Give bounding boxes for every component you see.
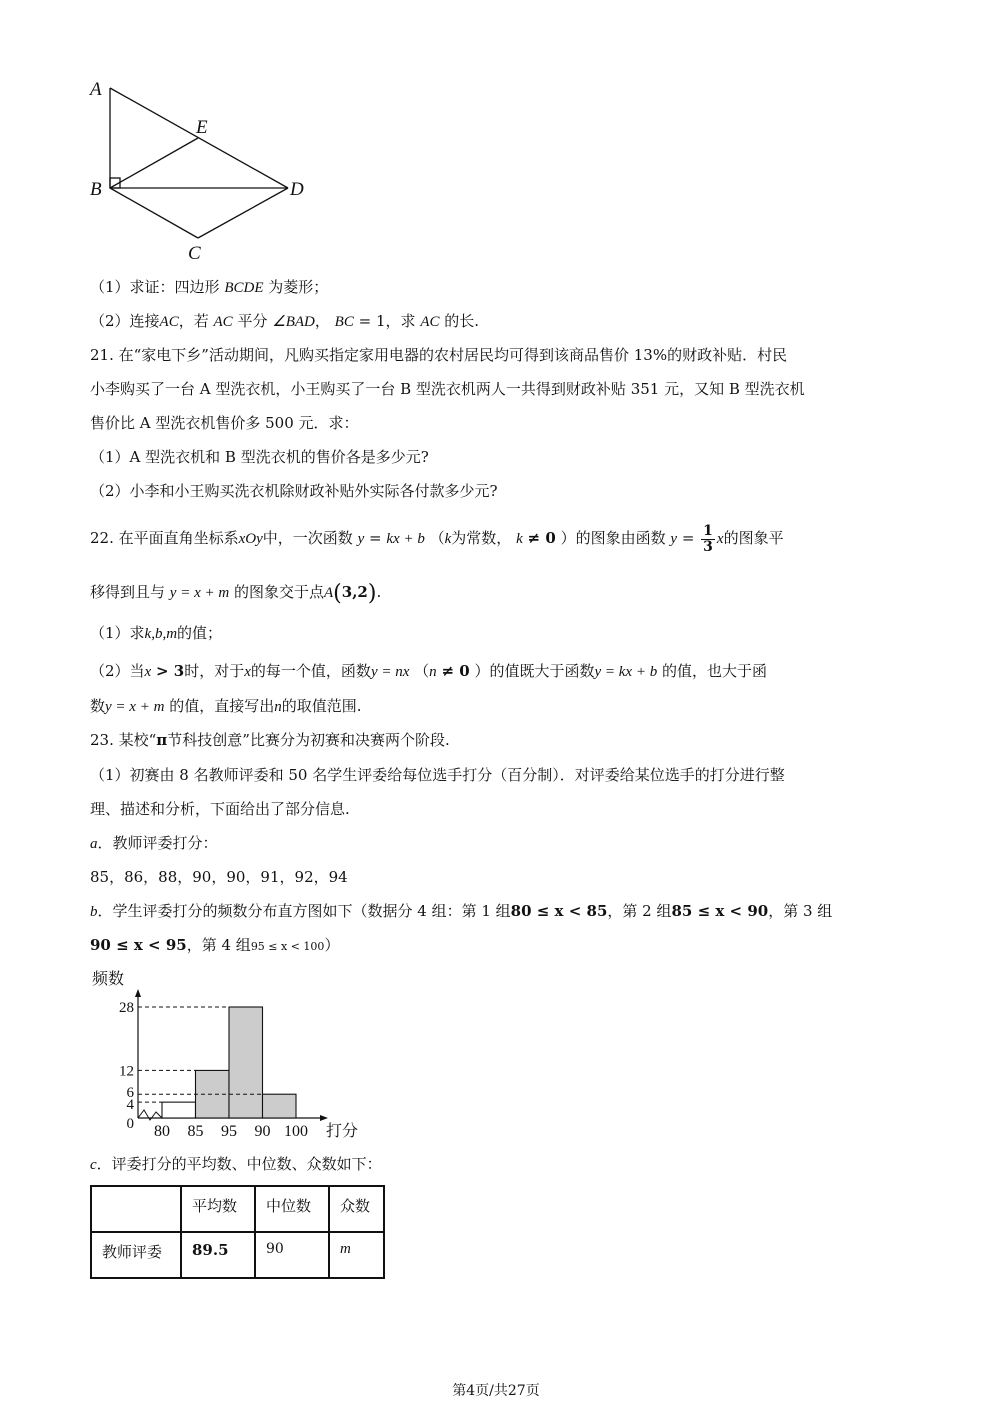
q23-item-c: c．评委打分的平均数、中位数、众数如下： <box>90 1155 382 1173</box>
q21-line2: 小李购买了一台 A 型洗衣机，小王购买了一台 B 型洗衣机两人一共得到财政补贴 351 元，又知 B 型洗衣机 <box>90 380 805 398</box>
q23-item-b-cont: 90 ≤ x < 95，第 4 组95 ≤ x < 100） <box>90 936 340 954</box>
label-c: C <box>188 243 201 264</box>
table-header-cell <box>91 1186 181 1232</box>
geometry-figure <box>80 75 410 265</box>
q23-line1: 23. 某校“π节科技创意”比赛分为初赛和决赛两个阶段. <box>90 731 450 749</box>
q23-line2: （1）初赛由 8 名教师评委和 50 名学生评委给每位选手打分（百分制）．对评委给某位选手的打分进行整 <box>90 766 785 784</box>
histogram-bar <box>229 1007 263 1118</box>
table-cell-label: 教师评委 <box>91 1232 181 1278</box>
label-e: E <box>196 117 208 138</box>
label-a: A <box>90 79 102 100</box>
segment-be <box>110 138 198 188</box>
q21-line3: 售价比 A 型洗衣机售价多 500 元．求： <box>90 414 359 432</box>
q22-line2: 移得到且与 y = x + m 的图象交于点A(3,2). <box>90 581 382 606</box>
q21-part1: （1）A 型洗衣机和 B 型洗衣机的售价各是多少元? <box>90 448 429 466</box>
q23-item-a: a．教师评委打分： <box>90 834 218 852</box>
fraction-one-third: $\frac{1}{3}$ <box>703 522 713 555</box>
histogram-bar <box>162 1102 196 1118</box>
table-header-cell: 平均数 <box>181 1186 255 1232</box>
q23-item-b: b．学生评委打分的频数分布直方图如下（数据分 4 组：第 1 组80 ≤ x < 85，第 2 组85 ≤ x < 90，第 3 组 <box>90 902 833 920</box>
y-tick-label: 12 <box>119 1063 134 1080</box>
histogram-bar <box>263 1094 297 1118</box>
segment-bc <box>110 188 198 238</box>
frequency-histogram <box>90 962 380 1142</box>
q20-part2: （2）连接AC，若 AC 平分 ∠BAD， BC = 1，求 AC 的长. <box>90 312 480 330</box>
x-tick-label: 100 <box>284 1123 308 1140</box>
q23-line3: 理、描述和分析，下面给出了部分信息. <box>90 800 350 818</box>
y-axis-label: 频数 <box>92 971 125 988</box>
q21-line1: 21. 在“家电下乡”活动期间，凡购买指定家用电器的农村居民均可得到该商品售价 13%的财政补贴．村民 <box>90 346 788 364</box>
x-tick-label: 85 <box>187 1123 204 1140</box>
q22-part3: 数y = x + m 的值，直接写出n的取值范围. <box>90 697 362 715</box>
table-cell-mode: m <box>329 1232 384 1278</box>
label-d: D <box>290 179 304 200</box>
x-tick-label: 80 <box>154 1123 170 1140</box>
table-row <box>91 1232 384 1278</box>
y-tick-label: 6 <box>126 1085 134 1102</box>
q22-line1: 22. 在平面直角坐标系xOy中，一次函数 y = kx + b （k为常数， k ≠ 0 ）的图象由函数 y = $\frac{1}{3}$ x的图象平 <box>90 522 784 555</box>
y-tick-label: 0 <box>126 1116 134 1132</box>
table-header-row <box>91 1186 384 1232</box>
stats-table <box>90 1185 385 1279</box>
q23-teacher-scores: 85，86，88，90，90，91，92，94 <box>90 868 348 886</box>
y-tick-label: 28 <box>119 1000 134 1016</box>
table-header-cell: 中位数 <box>255 1186 329 1232</box>
q21-part2: （2）小李和小王购买洗衣机除财政补贴外实际各付款多少元? <box>90 482 498 500</box>
label-b: B <box>90 179 102 200</box>
table-cell-median: 90 <box>255 1232 329 1278</box>
q22-part2: （2）当x > 3时，对于x的每一个值，函数y = nx （n ≠ 0 ）的值既大于函数y = kx + b 的值，也大于函 <box>90 662 767 680</box>
x-tick-label: 90 <box>254 1123 271 1140</box>
x-axis-arrow <box>320 1115 328 1121</box>
q20-part1: （1）求证：四边形 BCDE 为菱形； <box>90 278 329 296</box>
q22-part1: （1）求k,b,m的值； <box>90 624 223 642</box>
table-cell-mean: 89.5 <box>181 1232 255 1278</box>
y-axis-arrow <box>135 989 141 997</box>
x-axis-label: 打分 <box>326 1123 359 1140</box>
x-tick-label: 95 <box>221 1123 237 1140</box>
y-tick-label: 4 <box>126 1097 134 1114</box>
segment-cd <box>198 188 288 238</box>
table-header-cell: 众数 <box>329 1186 384 1232</box>
page-footer: 第4页/共27页 <box>452 1383 540 1399</box>
